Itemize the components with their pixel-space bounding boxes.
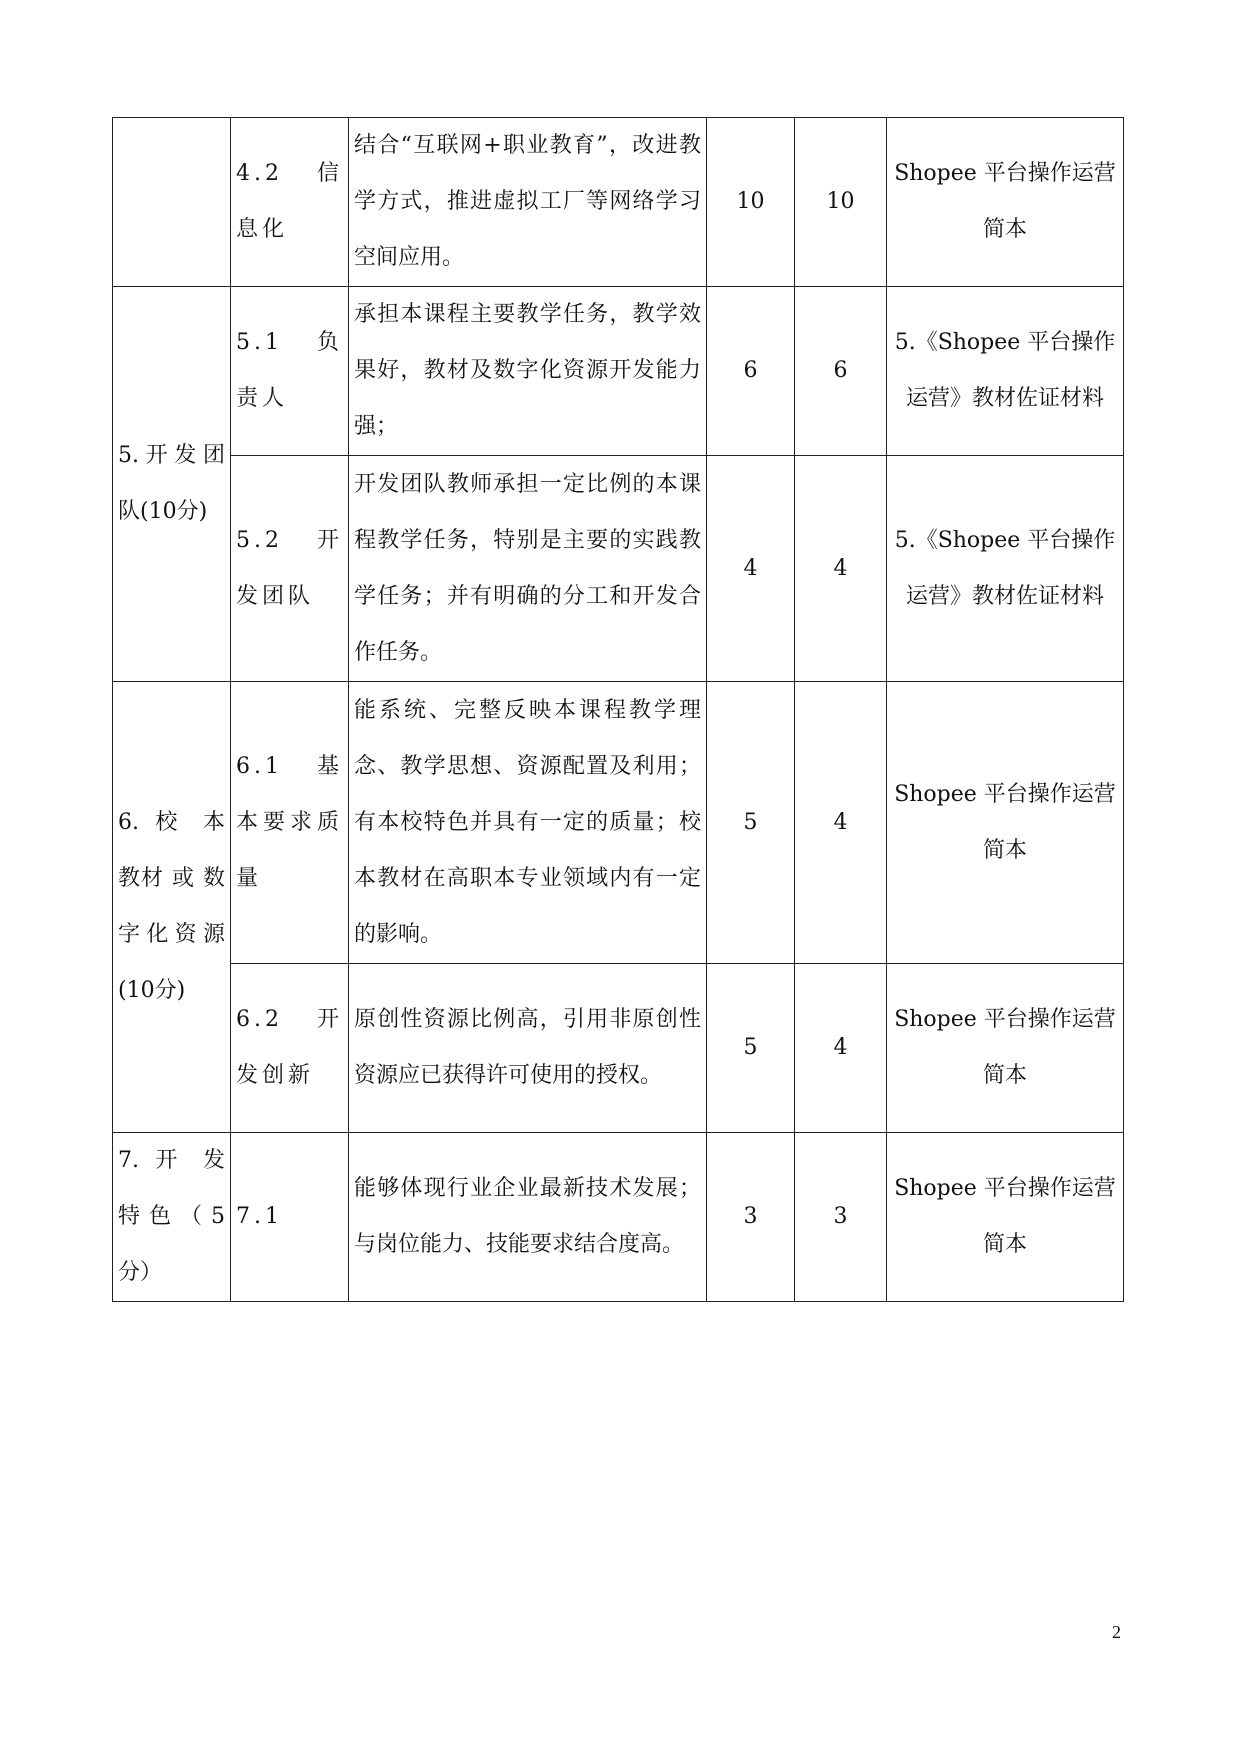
table-row: [113, 118, 1124, 287]
category-cell: 7. 开 发 特色（5分）: [113, 1133, 231, 1302]
full-score-cell: 6: [707, 287, 795, 456]
evidence-cell: 5.《Shopee 平台操作运营》教材佐证材料: [887, 456, 1124, 682]
score-cell: 10: [795, 118, 887, 287]
category-cell: [113, 118, 231, 287]
full-score-cell: 3: [707, 1133, 795, 1302]
score-cell: 4: [795, 964, 887, 1133]
item-cell: 6.2 开 发创新: [231, 964, 349, 1133]
page-number: 2: [1112, 1622, 1121, 1642]
full-score-cell: 5: [707, 682, 795, 964]
item-cell: 4.2 信 息化: [231, 118, 349, 287]
score-cell: 3: [795, 1133, 887, 1302]
table-row: [113, 682, 1124, 964]
full-score-cell: 4: [707, 456, 795, 682]
table-row: [113, 456, 1124, 682]
item-cell: 5.1 负 责人: [231, 287, 349, 456]
category-cell: 6. 校 本 教材 或 数 字化资源(10分): [113, 682, 231, 1133]
evidence-cell: Shopee 平台操作运营简本: [887, 118, 1124, 287]
evidence-cell: Shopee 平台操作运营简本: [887, 682, 1124, 964]
evidence-cell: Shopee 平台操作运营简本: [887, 964, 1124, 1133]
score-cell: 6: [795, 287, 887, 456]
standard-cell: 开发团队教师承担一定比例的本课程教学任务，特别是主要的实践教学任务；并有明确的分工和开发合作任务。: [349, 456, 707, 682]
standard-cell: 能系统、完整反映本课程教学理念、教学思想、资源配置及利用；有本校特色并具有一定的质量；校本教材在高职本专业领域内有一定的影响。: [349, 682, 707, 964]
full-score-cell: 5: [707, 964, 795, 1133]
standard-cell: 能够体现行业企业最新技术发展；与岗位能力、技能要求结合度高。: [349, 1133, 707, 1302]
full-score-cell: 10: [707, 118, 795, 287]
table-row: [113, 964, 1124, 1133]
item-cell: 6.1 基 本要求质量: [231, 682, 349, 964]
evaluation-table: [112, 117, 1124, 1302]
evidence-cell: 5.《Shopee 平台操作运营》教材佐证材料: [887, 287, 1124, 456]
evidence-cell: Shopee 平台操作运营简本: [887, 1133, 1124, 1302]
standard-cell: 结合“互联网+职业教育”，改进教学方式，推进虚拟工厂等网络学习空间应用。: [349, 118, 707, 287]
score-cell: 4: [795, 682, 887, 964]
score-cell: 4: [795, 456, 887, 682]
standard-cell: 原创性资源比例高，引用非原创性资源应已获得许可使用的授权。: [349, 964, 707, 1133]
item-cell: 7.1: [231, 1133, 349, 1302]
table-row: [113, 287, 1124, 456]
table-row: [113, 1133, 1124, 1302]
standard-cell: 承担本课程主要教学任务，教学效果好，教材及数字化资源开发能力强；: [349, 287, 707, 456]
category-cell: 5.开发团队(10分): [113, 287, 231, 682]
item-cell: 5.2 开 发团队: [231, 456, 349, 682]
